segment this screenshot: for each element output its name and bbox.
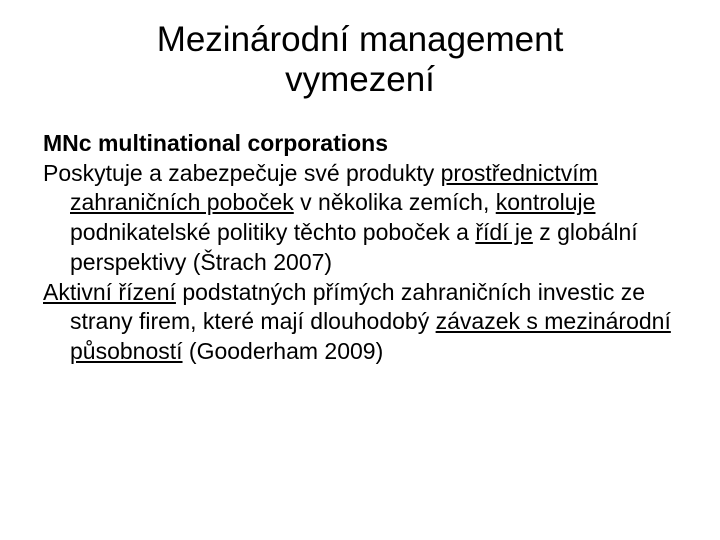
gooderham-text-2: (Gooderham 2009) xyxy=(182,337,384,364)
strach-underline-manages: řídí je xyxy=(475,219,533,246)
strach-text-2: v několika zemích, xyxy=(293,189,496,216)
paragraph-mnc-heading xyxy=(43,129,713,159)
strach-text-3: podnikatelské politiky těchto poboček a xyxy=(70,219,476,246)
paragraph-definition-strach xyxy=(43,159,713,278)
slide-body xyxy=(43,129,713,367)
slide-title xyxy=(0,20,720,100)
title-line-1: Mezinárodní management xyxy=(156,20,564,59)
strach-text-1: Poskytuje a zabezpečuje své produkty xyxy=(43,159,441,186)
gooderham-underline-active: Aktivní řízení xyxy=(43,278,176,305)
title-line-2: vymezení xyxy=(285,60,435,99)
strach-text-4: z globální perspektivy (Štrach 2007) xyxy=(70,219,638,275)
paragraph-definition-gooderham xyxy=(43,278,713,367)
strach-underline-branches: prostřednictvím zahraničních poboček xyxy=(70,159,598,216)
gooderham-text-1: podstatných přímých zahraničních investic ze strany firem, které mají dlouhodobý xyxy=(70,278,646,335)
gooderham-underline-commitment: závazek s mezinárodní působností xyxy=(70,308,671,364)
strach-underline-controls: kontroluje xyxy=(495,189,596,216)
mnc-heading-text: MNc multinational corporations xyxy=(43,130,389,156)
